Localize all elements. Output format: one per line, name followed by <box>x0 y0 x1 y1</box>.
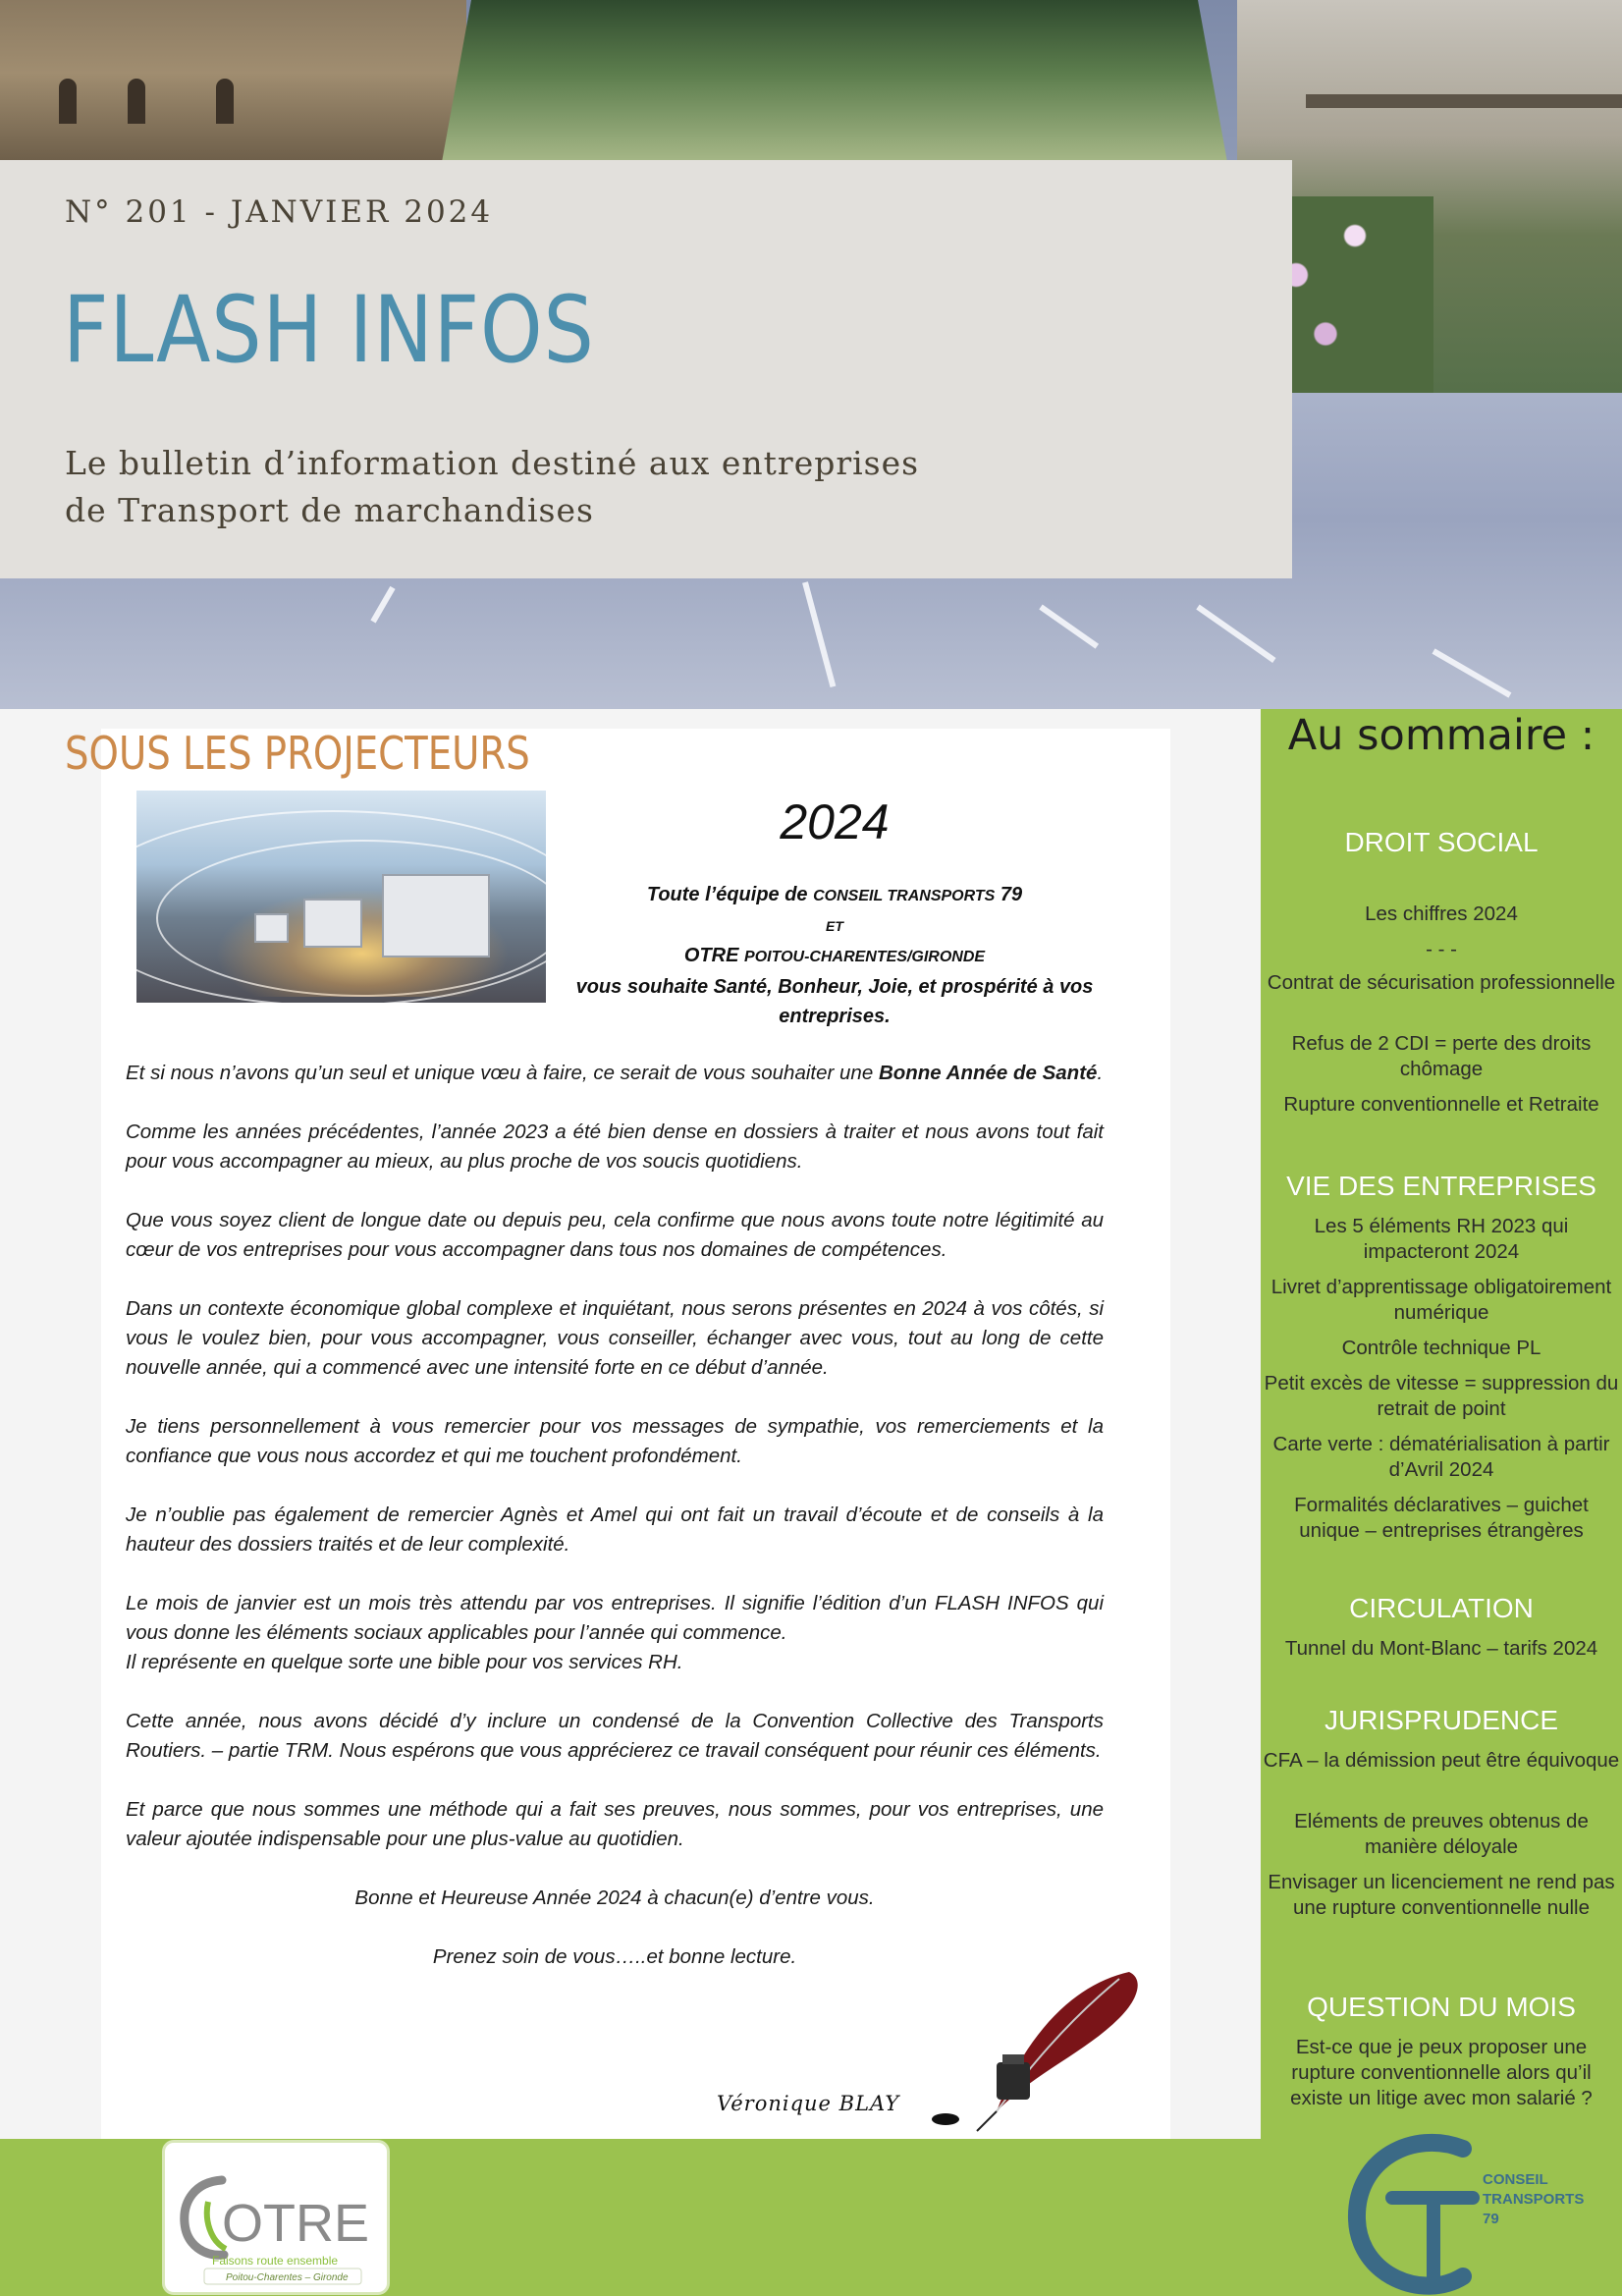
summary-item: Les chiffres 2024 <box>1365 902 1518 925</box>
newsletter-title: FLASH INFOS <box>63 277 595 384</box>
summary-item: Contrat de sécurisation professionnelle <box>1267 971 1616 994</box>
paragraph: Je n’oublie pas également de remercier Agnès et Amel qui ont fait un travail d’écoute et de conseils à la hauteur des dossiers traités et de leur complexité. <box>126 1503 1104 1556</box>
otre-logo <box>162 2140 390 2295</box>
conseil-transports-logo-icon <box>1345 2129 1502 2296</box>
summary-item: Rupture conventionnelle et Retraite <box>1283 1093 1599 1116</box>
editorial-text <box>126 1059 1104 2001</box>
summary-item: Carte verte : dématérialisation à partir d’Avril 2024 <box>1272 1433 1610 1481</box>
otre-logo-icon <box>165 2143 387 2292</box>
svg-text:Poitou-Charentes – Gironde: Poitou-Charentes – Gironde <box>226 2272 349 2283</box>
trucks-image <box>136 791 546 1003</box>
castle-photo <box>1237 0 1622 393</box>
summary-separator: - - - <box>1426 938 1457 960</box>
paragraph: Cette année, nous avons décidé d’y inclure un condensé de la Convention Collective des Transports Routiers. – partie TRM. Nous espérons que vous apprécierez ce travail conséquent pour réunir ces éléments. <box>126 1710 1104 1762</box>
summary-section-question-du-mois: QUESTION DU MOIS <box>1307 1992 1576 2022</box>
svg-text:OTRE: OTRE <box>222 2194 370 2253</box>
summary-item: CFA – la démission peut être équivoque <box>1263 1749 1620 1772</box>
summary-section-jurisprudence: JURISPRUDENCE <box>1324 1705 1559 1735</box>
summary-item: Eléments de preuves obtenus de manière déloyale <box>1294 1810 1589 1858</box>
year-heading: 2024 <box>780 794 890 849</box>
paragraph: Et parce que nous sommes une méthode qui a fait ses preuves, nous sommes, pour vos entreprises, une valeur ajoutée indispensable pour une plus-value au quotidien. <box>126 1798 1104 1850</box>
summary-item: Livret d’apprentissage obligatoirement numérique <box>1271 1276 1612 1324</box>
closing-line: Prenez soin de vous…..et bonne lecture. <box>432 1945 797 1968</box>
section-heading: SOUS LES PROJECTEURS <box>65 727 530 780</box>
summary-section-vie-entreprises: VIE DES ENTREPRISES <box>1286 1171 1596 1201</box>
issue-number: N° 201 - JANVIER 2024 <box>65 194 494 230</box>
summary-item: Formalités déclaratives – guichet unique – entreprises étrangères <box>1294 1494 1589 1542</box>
conseil-transports-name: CONSEIL TRANSPORTS 79 <box>1483 2171 1585 2227</box>
paragraph: Et si nous n’avons qu’un seul et unique vœu à faire, ce serait de vous souhaiter une Bonne Année de Santé. <box>126 1062 1104 1084</box>
paragraph: Je tiens personnellement à vous remercier pour vos messages de sympathie, vos remerciements et la confiance que vous nous accordez et qui me touchent profondément. <box>126 1415 1104 1467</box>
river-photo <box>442 0 1227 162</box>
closing-line: Bonne et Heureuse Année 2024 à chacun(e) d’entre vous. <box>354 1886 875 1909</box>
summary-item: Petit excès de vitesse = suppression du retrait de point <box>1264 1372 1619 1420</box>
church-photo <box>0 0 466 162</box>
signature: Véronique BLAY <box>717 2092 900 2115</box>
summary-item: Est-ce que je peux proposer une rupture conventionnelle alors qu’il existe un litige avec mon salarié ? <box>1290 2036 1593 2109</box>
paragraph: Que vous soyez client de longue date ou depuis peu, cela confirme que nous avons toute notre légitimité au cœur de vos entreprises pour vous accompagner dans tous nos domaines de compétences. <box>126 1209 1104 1261</box>
paragraph: Dans un contexte économique global complexe et inquiétant, nous serons présentes en 2024 à vos côtés, si vous le voulez bien, pour vous accompagner, vous conseiller, échanger avec vous, tout au long de cette nouvelle année, qui a commencé avec une intensité forte en ce début d’année. <box>126 1297 1104 1379</box>
newsletter-subtitle: Le bulletin d’information destiné aux entreprises de Transport de marchandises <box>65 444 920 529</box>
summary-item: Envisager un licenciement ne rend pas une rupture conventionnelle nulle <box>1268 1871 1615 1919</box>
summary-item: Tunnel du Mont-Blanc – tarifs 2024 <box>1284 1637 1598 1660</box>
paragraph: Comme les années précédentes, l’année 2023 a été bien dense en dossiers à traiter et nous avons tout fait pour vous accompagner au mieux, au plus proche de vos soucis quotidiens. <box>126 1121 1104 1173</box>
summary-title: Au sommaire : <box>1287 711 1595 760</box>
summary-item: Contrôle technique PL <box>1341 1337 1541 1359</box>
summary-section-droit-social: DROIT SOCIAL <box>1344 827 1539 857</box>
summary-section-circulation: CIRCULATION <box>1349 1593 1534 1623</box>
greeting-block: Toute l’équipe de CONSEIL TRANSPORTS 79 ET OTRE POITOU-CHARENTES/GIRONDE vous souhaite Santé, Bonheur, Joie, et prospérité à vos entreprises. <box>575 884 1094 1027</box>
quill-ink-icon <box>918 1964 1154 2136</box>
paragraph: Le mois de janvier est un mois très attendu par vos entreprises. Il signifie l’édition d’un FLASH INFOS qui vous donne les éléments sociaux applicables pour l’année qui commence. Il représente en quelque sorte une bible pour vos services RH. <box>126 1592 1104 1673</box>
summary-item: Les 5 éléments RH 2023 qui impacteront 2024 <box>1314 1215 1569 1263</box>
summary-item: Refus de 2 CDI = perte des droits chômage <box>1291 1032 1592 1080</box>
svg-text:Faisons route ensemble: Faisons route ensemble <box>212 2254 339 2268</box>
